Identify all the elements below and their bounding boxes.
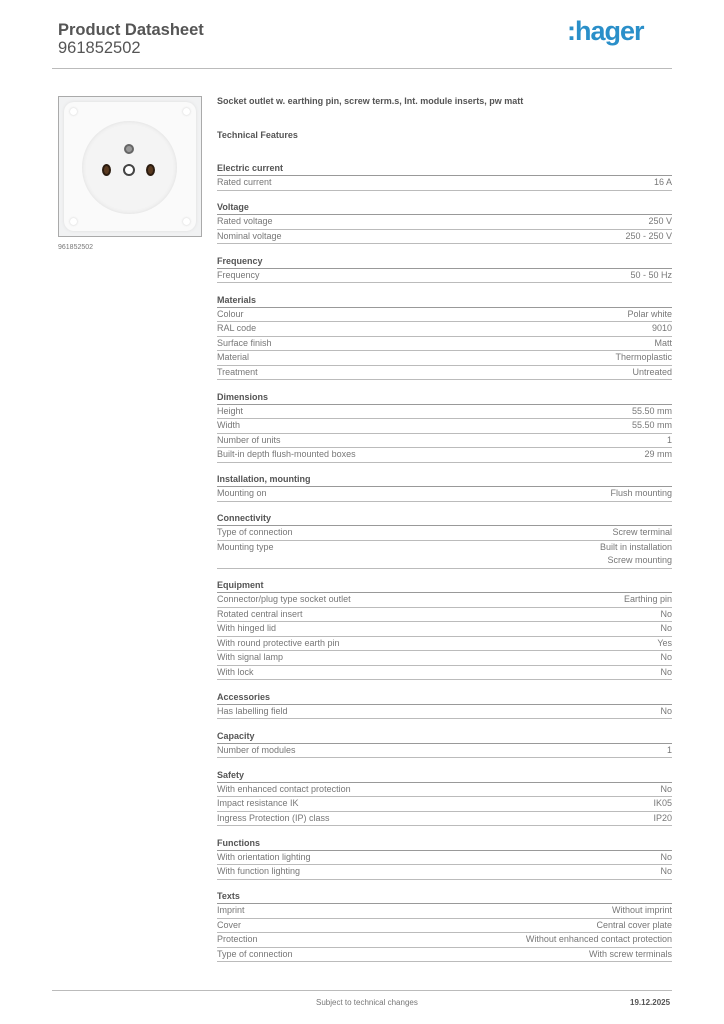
header-divider xyxy=(52,68,672,69)
spec-section xyxy=(217,511,672,569)
section-heading: Voltage xyxy=(217,200,672,215)
spec-value: No xyxy=(660,608,672,619)
spec-row xyxy=(217,705,672,720)
spec-row xyxy=(217,919,672,934)
spec-value: No xyxy=(660,705,672,716)
spec-section xyxy=(217,200,672,244)
spec-label: Rated voltage xyxy=(217,216,273,226)
footer-date: 19.12.2025 xyxy=(630,998,671,1007)
spec-value: Built in installation Screw mounting xyxy=(599,541,672,565)
spec-label: With orientation lighting xyxy=(217,851,311,862)
spec-row xyxy=(217,541,672,569)
spec-value: No xyxy=(660,666,672,677)
spec-label: Mounting type xyxy=(217,541,274,552)
spec-label: Imprint xyxy=(217,905,245,915)
section-heading: Capacity xyxy=(217,729,672,744)
spec-value: Yes xyxy=(657,637,672,648)
spec-row xyxy=(217,337,672,352)
spec-label: Width xyxy=(217,420,241,430)
spec-label: With function lighting xyxy=(217,866,301,876)
spec-row xyxy=(217,215,672,230)
spec-value: IP20 xyxy=(653,812,672,823)
spec-value: 250 - 250 V xyxy=(625,230,672,241)
spec-value: 1 xyxy=(666,434,672,445)
spec-row xyxy=(217,176,672,191)
spec-label: Protection xyxy=(217,934,258,944)
spec-section xyxy=(217,254,672,284)
section-heading: Connectivity xyxy=(217,511,672,526)
spec-label: Number of modules xyxy=(217,744,296,755)
hager-logo: :hager xyxy=(567,16,644,46)
spec-value: Thermoplastic xyxy=(615,352,672,362)
spec-value: 29 mm xyxy=(644,449,672,459)
spec-row xyxy=(217,308,672,323)
section-heading: Electric current xyxy=(217,161,672,176)
spec-section xyxy=(217,768,672,827)
spec-section xyxy=(217,293,672,381)
spec-row xyxy=(217,419,672,434)
spec-row xyxy=(217,593,672,608)
spec-value: Flush mounting xyxy=(610,488,672,498)
page-title: Product Datasheet xyxy=(58,21,204,39)
spec-label: RAL code xyxy=(217,323,257,333)
spec-row xyxy=(217,608,672,623)
spec-label: Height xyxy=(217,405,244,416)
spec-row xyxy=(217,434,672,449)
spec-row xyxy=(217,865,672,880)
spec-label: Built-in depth flush-mounted boxes xyxy=(217,449,356,459)
spec-section xyxy=(217,836,672,880)
spec-row xyxy=(217,269,672,284)
spec-row xyxy=(217,448,672,463)
footer-note: Subject to technical changes xyxy=(316,998,418,1007)
spec-label: With lock xyxy=(217,666,254,677)
spec-row xyxy=(217,904,672,919)
spec-section xyxy=(217,690,672,720)
spec-label: With hinged lid xyxy=(217,623,277,633)
spec-row xyxy=(217,526,672,541)
spec-row xyxy=(217,948,672,963)
spec-value: 50 - 50 Hz xyxy=(630,269,672,280)
spec-value: Central cover plate xyxy=(596,919,672,930)
image-caption: 961852502 xyxy=(58,244,94,251)
spec-row xyxy=(217,351,672,366)
section-heading: Accessories xyxy=(217,690,672,705)
footer-divider xyxy=(52,990,672,991)
spec-value: No xyxy=(660,866,672,876)
spec-row xyxy=(217,230,672,245)
spec-label: Rated current xyxy=(217,177,272,187)
spec-value: 55.50 mm xyxy=(631,405,672,416)
datasheet-content xyxy=(217,96,672,972)
spec-label: Number of units xyxy=(217,434,281,445)
section-heading: Functions xyxy=(217,836,672,851)
spec-label: Type of connection xyxy=(217,948,293,959)
spec-value: 1 xyxy=(666,744,672,755)
spec-value: With screw terminals xyxy=(588,948,672,959)
spec-label: Nominal voltage xyxy=(217,230,282,241)
spec-row xyxy=(217,744,672,759)
spec-value: 9010 xyxy=(651,323,672,333)
spec-label: Ingress Protection (IP) class xyxy=(217,812,330,823)
section-heading: Dimensions xyxy=(217,390,672,405)
spec-value: No xyxy=(660,851,672,862)
spec-row xyxy=(217,405,672,420)
spec-label: Mounting on xyxy=(217,488,267,498)
spec-row xyxy=(217,666,672,681)
spec-value: 16 A xyxy=(653,177,672,187)
section-heading: Equipment xyxy=(217,578,672,593)
spec-label: Type of connection xyxy=(217,527,293,537)
spec-section xyxy=(217,472,672,502)
spec-label: Frequency xyxy=(217,269,260,280)
spec-label: Surface finish xyxy=(217,337,272,348)
spec-value: Polar white xyxy=(627,308,672,319)
spec-label: Material xyxy=(217,352,250,362)
section-heading: Installation, mounting xyxy=(217,472,672,487)
spec-value: No xyxy=(660,623,672,633)
spec-row xyxy=(217,637,672,652)
spec-value: No xyxy=(660,652,672,662)
spec-row xyxy=(217,933,672,948)
spec-value: Screw terminal xyxy=(612,527,672,537)
spec-section xyxy=(217,729,672,759)
spec-label: Has labelling field xyxy=(217,705,288,716)
spec-row xyxy=(217,797,672,812)
spec-label: Treatment xyxy=(217,366,258,377)
spec-label: Cover xyxy=(217,919,242,930)
spec-value: IK05 xyxy=(653,798,672,808)
spec-section xyxy=(217,578,672,680)
product-description: Socket outlet w. earthing pin, screw term.s, Int. module inserts, pw matt xyxy=(217,96,524,106)
spec-section xyxy=(217,889,672,962)
spec-value: Matt xyxy=(654,337,672,348)
spec-row xyxy=(217,851,672,866)
spec-row xyxy=(217,622,672,637)
spec-value: 55.50 mm xyxy=(631,420,672,430)
technical-features-heading: Technical Features xyxy=(217,130,298,140)
spec-section xyxy=(217,390,672,463)
spec-value: Without imprint xyxy=(611,905,672,915)
spec-label: With round protective earth pin xyxy=(217,637,340,648)
spec-value: 250 V xyxy=(648,216,672,226)
spec-label: Colour xyxy=(217,308,244,319)
section-heading: Safety xyxy=(217,768,672,783)
section-heading: Texts xyxy=(217,889,672,904)
product-image xyxy=(58,96,202,237)
spec-label: With enhanced contact protection xyxy=(217,783,351,794)
spec-value: Earthing pin xyxy=(623,594,672,604)
spec-row xyxy=(217,487,672,502)
spec-label: Rotated central insert xyxy=(217,608,303,619)
spec-row xyxy=(217,366,672,381)
spec-value: Untreated xyxy=(632,366,672,377)
spec-label: Impact resistance IK xyxy=(217,798,299,808)
spec-label: Connector/plug type socket outlet xyxy=(217,594,351,604)
spec-value: No xyxy=(660,783,672,794)
product-number: 961852502 xyxy=(58,39,141,57)
spec-value: Without enhanced contact protection xyxy=(525,934,672,944)
spec-row xyxy=(217,651,672,666)
spec-section xyxy=(217,161,672,191)
spec-row xyxy=(217,322,672,337)
spec-row xyxy=(217,812,672,827)
section-heading: Materials xyxy=(217,293,672,308)
section-heading: Frequency xyxy=(217,254,672,269)
spec-row xyxy=(217,783,672,798)
spec-label: With signal lamp xyxy=(217,652,284,662)
